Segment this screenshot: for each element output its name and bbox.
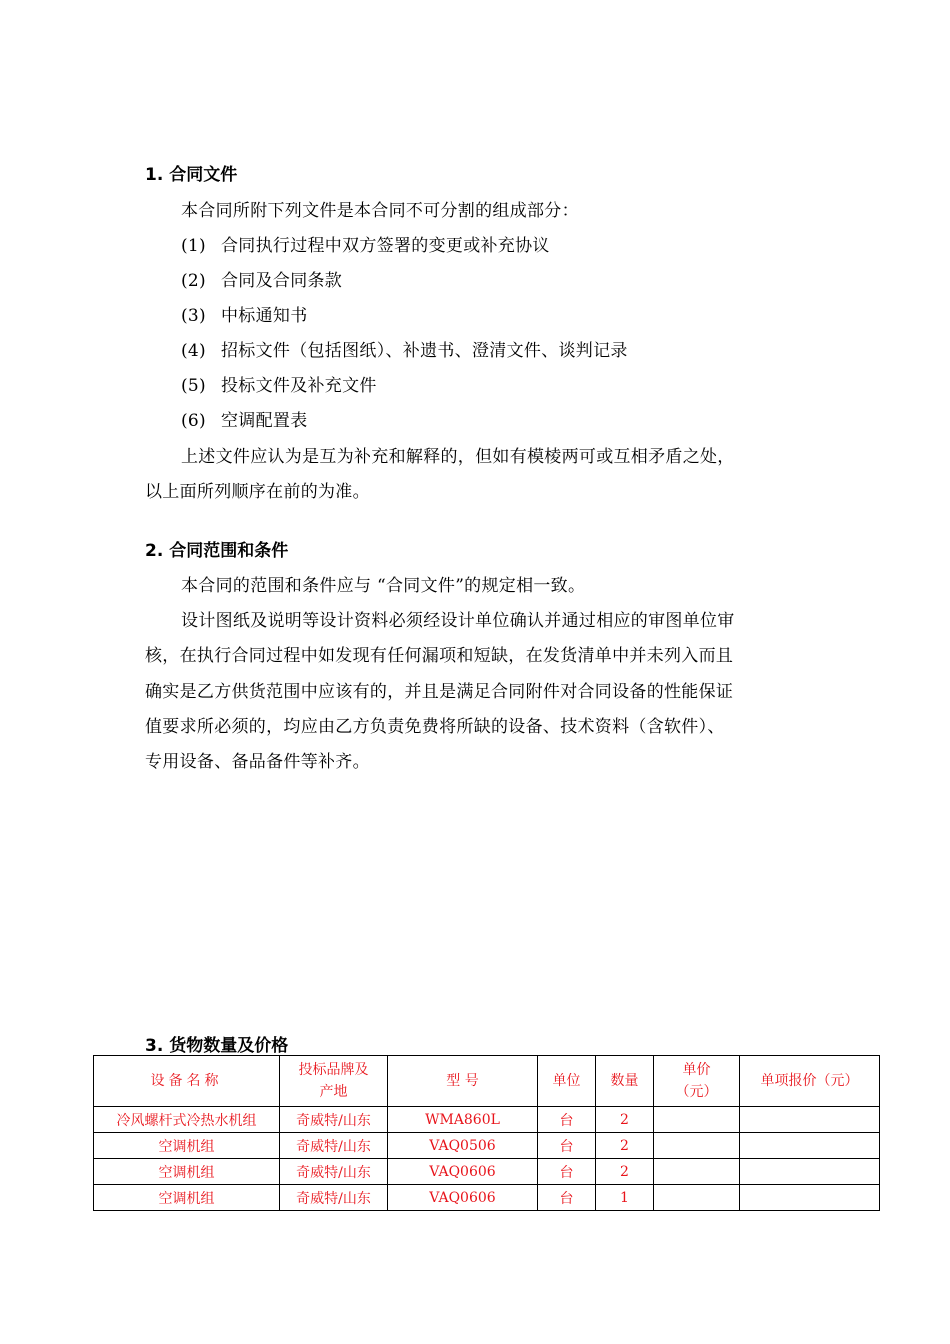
list-item-number: (2) (181, 271, 206, 291)
header-price-line1: 单价 (682, 1062, 711, 1078)
header-qty: 数量 (596, 1056, 654, 1107)
section1-heading: 1. 合同文件 (145, 165, 238, 185)
cell-unit: 台 (538, 1185, 596, 1211)
header-price-line2: （元） (675, 1084, 718, 1100)
cell-name: 空调机组 (94, 1159, 280, 1185)
list-item (181, 231, 550, 256)
table-header-row (94, 1056, 880, 1107)
header-brand-line2: 产地 (319, 1084, 348, 1100)
cell-price (654, 1133, 740, 1159)
section2-heading: 2. 合同范围和条件 (145, 541, 289, 561)
list-item-number: (4) (181, 341, 206, 361)
list-item-number: (1) (181, 236, 206, 256)
section1-closing-line1: 上述文件应认为是互为补充和解释的，但如有模棱两可或互相矛盾之处， (181, 447, 735, 467)
cell-price (654, 1107, 740, 1133)
cell-model: VAQ0606 (388, 1159, 538, 1185)
list-item (181, 336, 628, 361)
cell-total (740, 1159, 880, 1185)
cell-unit: 台 (538, 1159, 596, 1185)
table-row (94, 1107, 880, 1133)
section2-para2-line: 确实是乙方供货范围中应该有的，并且是满足合同附件对合同设备的性能保证 (145, 682, 734, 702)
table-row (94, 1185, 880, 1211)
list-item-text: 合同及合同条款 (221, 271, 343, 291)
list-item-text: 中标通知书 (221, 306, 308, 326)
goods-table (93, 1055, 880, 1211)
cell-total (740, 1107, 880, 1133)
cell-model: VAQ0606 (388, 1185, 538, 1211)
list-item-text: 空调配置表 (221, 411, 308, 431)
cell-brand: 奇威特/山东 (280, 1133, 388, 1159)
section2-para2-line: 专用设备、备品备件等补齐。 (145, 752, 370, 772)
list-item-number: (3) (181, 306, 206, 326)
header-brand-line1: 投标品牌及 (298, 1062, 369, 1078)
section2-para2-line: 核，在执行合同过程中如发现有任何漏项和短缺，在发货清单中并未列入而且 (145, 646, 734, 666)
list-item (181, 406, 308, 431)
section1-intro: 本合同所附下列文件是本合同不可分割的组成部分： (181, 201, 579, 221)
section1-closing-line2: 以上面所列顺序在前的为准。 (145, 482, 370, 502)
header-brand (280, 1056, 388, 1107)
cell-model: WMA860L (388, 1107, 538, 1133)
cell-qty: 1 (596, 1185, 654, 1211)
section2-para2-line: 值要求所必须的，均应由乙方负责免费将所缺的设备、技术资料（含软件）、 (145, 717, 725, 737)
header-price (654, 1056, 740, 1107)
cell-qty: 2 (596, 1159, 654, 1185)
header-model: 型 号 (388, 1056, 538, 1107)
cell-qty: 2 (596, 1133, 654, 1159)
list-item-text: 招标文件（包括图纸）、补遗书、澄清文件、谈判记录 (221, 341, 628, 361)
list-item-number: (6) (181, 411, 206, 431)
cell-unit: 台 (538, 1133, 596, 1159)
cell-price (654, 1185, 740, 1211)
cell-name: 空调机组 (94, 1185, 280, 1211)
cell-name: 冷风螺杆式冷热水机组 (94, 1107, 280, 1133)
cell-unit: 台 (538, 1107, 596, 1133)
cell-model: VAQ0506 (388, 1133, 538, 1159)
cell-name: 空调机组 (94, 1133, 280, 1159)
list-item-number: (5) (181, 376, 206, 396)
header-total: 单项报价（元） (740, 1056, 880, 1107)
cell-brand: 奇威特/山东 (280, 1159, 388, 1185)
cell-total (740, 1185, 880, 1211)
table-row (94, 1159, 880, 1185)
list-item-text: 合同执行过程中双方签署的变更或补充协议 (221, 236, 550, 256)
header-unit: 单位 (538, 1056, 596, 1107)
cell-qty: 2 (596, 1107, 654, 1133)
cell-total (740, 1133, 880, 1159)
list-item (181, 371, 377, 396)
section2-para1: 本合同的范围和条件应与 “合同文件”的规定相一致。 (181, 576, 586, 596)
table-row (94, 1133, 880, 1159)
header-name: 设备名称 (94, 1056, 280, 1107)
section3-heading: 3. 货物数量及价格 (145, 1036, 289, 1056)
list-item (181, 266, 342, 291)
cell-brand: 奇威特/山东 (280, 1185, 388, 1211)
cell-brand: 奇威特/山东 (280, 1107, 388, 1133)
cell-price (654, 1159, 740, 1185)
section2-para2-line: 设计图纸及说明等设计资料必须经设计单位确认并通过相应的审图单位审 (181, 611, 735, 631)
list-item-text: 投标文件及补充文件 (221, 376, 377, 396)
list-item (181, 301, 308, 326)
